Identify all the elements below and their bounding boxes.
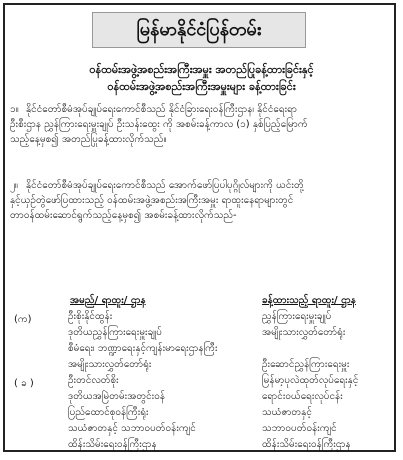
entry-line: ညွှန်ကြားရေးမှူးချုပ် (262, 311, 332, 322)
entry-line: ဦးစိုးနိုင်ထွန်း (68, 311, 113, 322)
column-header-appointed-position: ခန့်ထားသည့် ရာထူး/ ဌာန (262, 295, 356, 306)
entry-line: သယံဇာတနှင့် သဘာဝပတ်ဝန်းကျင် (68, 423, 196, 434)
paragraph-line: ဦးစီးဌာန ညွှန်ကြားရေးမှူးချုပ် ဦးသန်းထွေး ကို အစမ်းခန့်ကာလ (၁) နှစ်ပြည့်မြောက် (10, 119, 308, 130)
gazette-title: မြန်မာနိုင်ငံပြန်တမ်း (136, 18, 262, 40)
paragraph-line: နိုင်ငံတော်စီမံအုပ်ချုပ်ရေးကောင်စီသည် နိုင်ငံခြားရေးဝန်ကြီးဌာန၊ နိုင်ငံရေးရာ (26, 104, 297, 115)
entry-line: မြန်မာ့ပုလဲထုတ်လုပ်ရေးနှင့် (262, 375, 359, 386)
entry-a-appointed-position (262, 309, 345, 341)
entry-b-name-position (68, 373, 196, 453)
column-header-name-position: အမည်/ ရာထူး/ ဌာန (70, 295, 146, 306)
entry-line: ထိန်းသိမ်းရေးဝန်ကြီးဌာန (262, 439, 351, 450)
entry-line: ဒုတိယညွှန်ကြားရေးမှူးချုပ် (68, 327, 162, 338)
entry-a-name-position (68, 309, 218, 373)
entry-b-appointed-position (262, 357, 358, 453)
entry-line: ရောင်းဝယ်ရေးလုပ်ငန်း (262, 391, 343, 402)
notice-heading-line-1: ဝန်ထမ်းအဖွဲ့အစည်းအကြီးအမှူး အတည်ပြုခန့်ထားခြင်းနှင့် (89, 63, 314, 76)
paragraph-line: တာဝန်ထမ်းဆောင်ရွက်သည့်နေ့မှစ၍ အစမ်းခန့်ထားလိုက်သည်- (10, 210, 237, 221)
entry-line: အမျိုးသားလွှတ်တော်ရုံး (262, 327, 346, 338)
entry-label: ( ခ ) (14, 378, 34, 389)
entry-line: ပြည်ထောင်စုဝန်ကြီးရုံး (68, 407, 149, 418)
entry-line: သဘာဝပတ်ဝန်းကျင် (262, 423, 337, 434)
notice-heading-line-2: ဝန်ထမ်းအဖွဲ့အစည်းအကြီးအမှူးများ ခန့်ထားခြင်း (107, 80, 296, 93)
paragraph-line: နိုင်ငံတော်စီမံအုပ်ချုပ်ရေးကောင်စီသည် အောက်ဖော်ပြပါပုဂ္ဂိုလ်များကို ယင်းတို့ (26, 180, 304, 191)
paragraph-number: ၂။ (10, 180, 18, 191)
paragraph-2 (10, 178, 390, 223)
paragraph-number: ၁။ (10, 104, 19, 115)
entry-line: ဦးတင်လတ်စိုး (68, 375, 119, 386)
paragraph-line: နှင့်ယှဉ်တွဲဖော်ပြထားသည့် ဝန်ထမ်းအဖွဲ့အစည်းအကြီးအမှူး ရာထူးနေရာများတွင် (10, 195, 294, 206)
entry-line: ဦးဆောင်ညွှန်ကြားရေးမှူး (262, 359, 350, 370)
entry-line: စီမံရေး၊ ဘဏ္ဍာရေးနှင့်ကျန်းမာရေးဌာနကြီး (68, 343, 218, 354)
entry-line: ဒုတိယအမြဲတမ်းအတွင်းဝန် (68, 391, 166, 402)
paragraph-line: သည့်နေ့မှစ၍ အတည်ပြုခန့်ထားလိုက်သည်။ (10, 134, 167, 145)
entry-line: အမျိုးသားလွှတ်တော်ရုံး (68, 359, 152, 370)
entry-label: (က) (14, 314, 32, 325)
paragraph-1 (10, 102, 390, 147)
entry-line: သယံဇာတနှင့် (262, 407, 312, 418)
gazette-title-banner (92, 12, 306, 48)
entry-line: ထိန်းသိမ်းရေးဝန်ကြီးဌာန (68, 439, 157, 450)
